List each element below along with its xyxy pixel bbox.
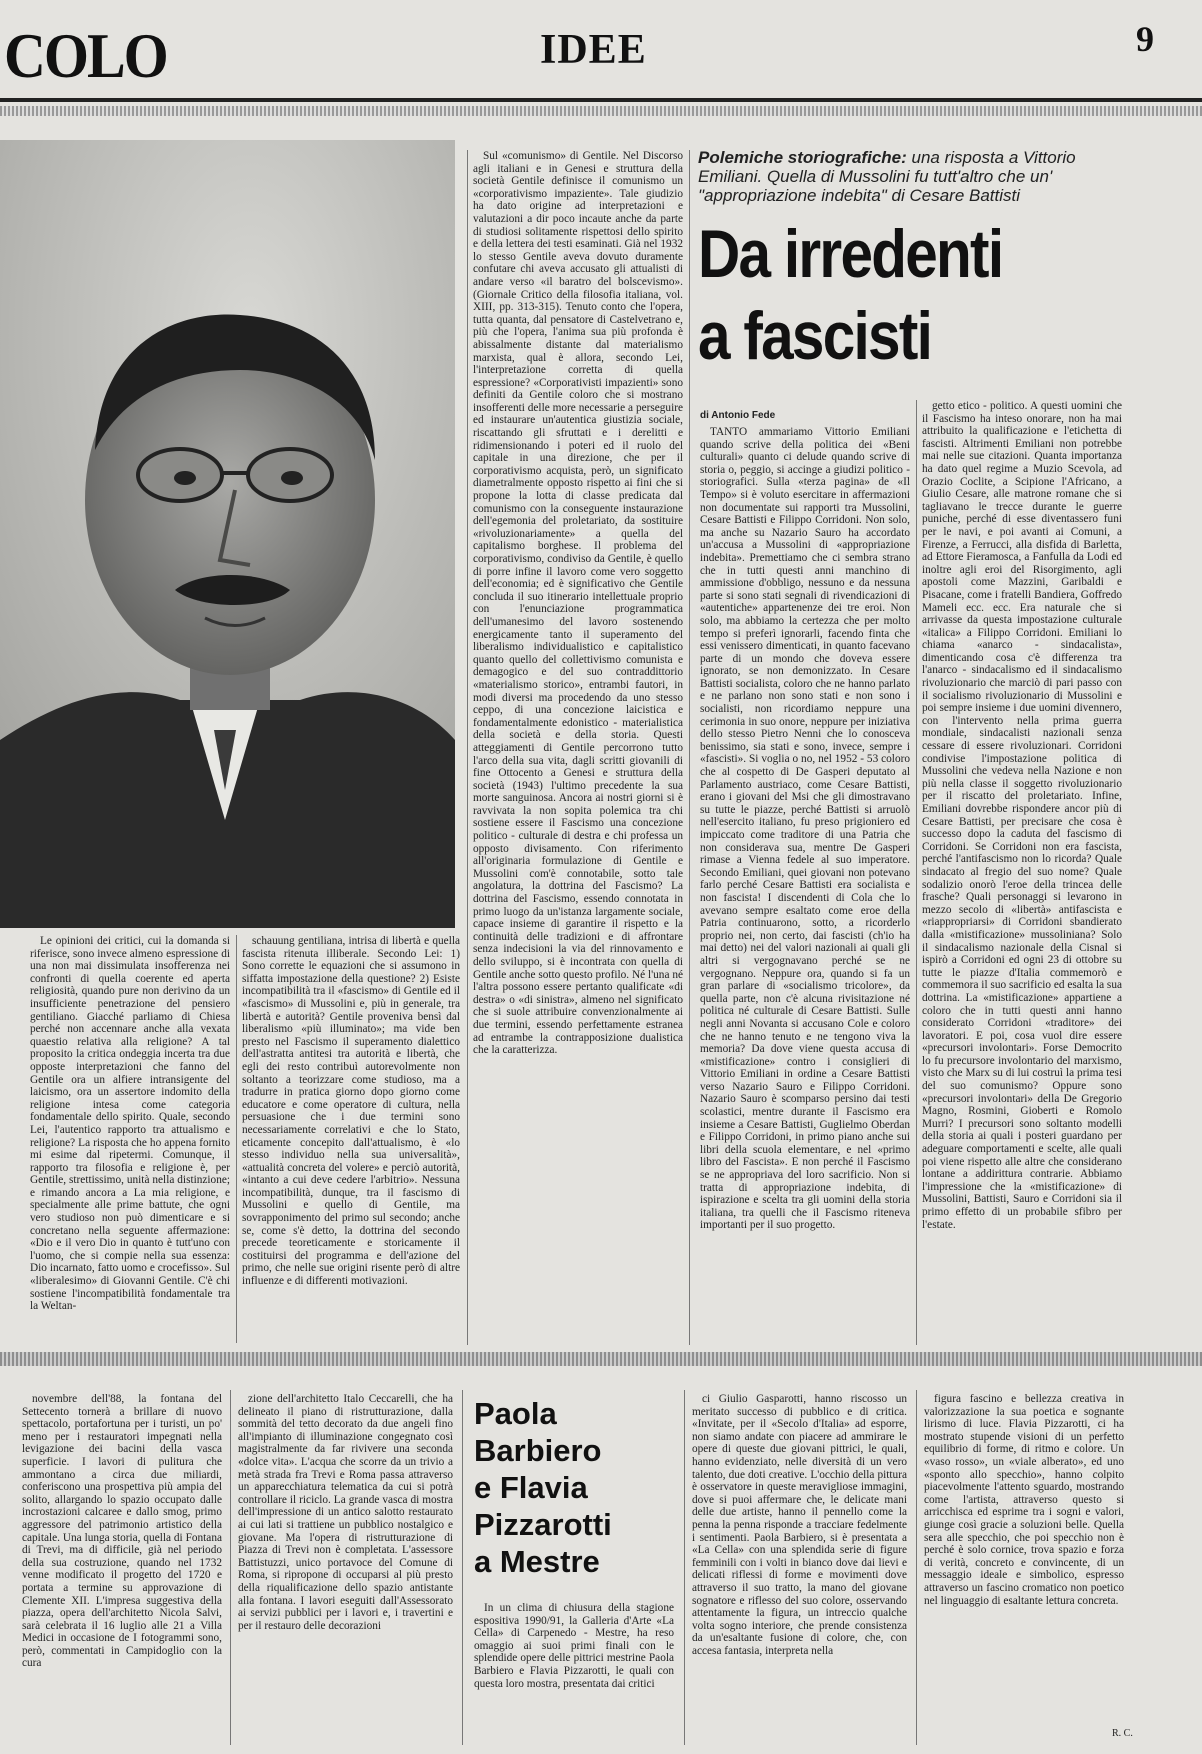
portrait-photo	[0, 140, 455, 928]
article-kicker	[698, 148, 1083, 205]
article-column	[922, 400, 1122, 1342]
masthead-rule	[0, 98, 1202, 102]
second-headline	[474, 1395, 644, 1580]
kicker-bold: Polemiche storiografiche:	[698, 148, 907, 167]
headline-line: a fascisti	[698, 298, 932, 374]
page-number: 9	[1136, 19, 1154, 59]
article-column	[692, 1393, 907, 1743]
article-text: figura fascino e bellezza creativa in valorizzazione la sua poetica e sognante lirismo di luce. Flavia Pizzarotti, ci ha mostrato stupende visioni di un perfetto equilibrio di forme, di ritmo e colore. Un «vaso rosso», un «viale alberato», ed uno «sponto allo specchio», hanno colpito piacevolmente l'attento sguardo, mostrando come l'artista, attraverso questo si arricchisca ed esprime tra i sogni e valori, giunge così gracie a soluzioni belle. Quella sera alle specchio, che poi specchio non è perché è solo cornice, trova spazio e forza di verità, concreto e convincente, di un messaggio ideale e simbolico, espresso attraverso un fascino cromatico non poetico nel linguaggio di esaltante lettura concreta.	[924, 1393, 1124, 1607]
article-column	[22, 1393, 222, 1743]
article-text: novembre dell'88, la fontana del Settecento tornerà a brillare di nuovo spettacolo, portafortuna per i turisti, un po' meno per i restauratori impegnati nella levigazione dei bacini della vasca superficie. I lavori di pulitura che ammontano a circa due miliardi, conferiscono una prospettiva più ampia del solito, allargando lo spazio occupato dalle incrostazioni calcaree e dallo smog, primo aggressore del patrimonio artistico della capitale. Una lunga storia, quella di Fontana di Trevi, ma di difficile, già nel periodo della sua costruzione, quando nel 1732 venne modificato il progetto del 1720 e portata a termine su approvazione di Clemente XII. L'impresa suggestiva della piazza, opera dell'architetto Nicola Salvi, sarà celebrata il 16 luglio alle 21 a Villa Medici in occasione de I fotogrammi sono, però, commentati in Campidoglio con la cura	[22, 1393, 222, 1670]
article-text: schauung gentiliana, intrisa di libertà e quella fascista ritenuta illiberale. Secondo Lei: 1) Sono corrette le equazioni che si assumono in siffatta impostazione della questione? 2) Esiste incompatibilità tra il «fascismo» di Gentile ed il «fascismo» di Mussolini e, più in generale, tra libertà e autorità? Gentile proveniva bensì dal liberalismo «più illuminato»; ma vide ben presto nel Fascismo il superamento dialettico dell'astratta antitesi tra autorità e libertà, che egli dei resto contribuì autorevolmente non soltanto a teorizzare come studioso, ma a tradurre in pratica giorno dopo giorno come educatore e come operatore di cultura, nella persuasione che i due termini sono necessariamente correlativi e che lo Stato, eticamente concepito dall'attualismo, è «lo stesso individuo nella sua universalità», «attualità concreta del volere» e perciò autorità, «intanto a cui deve cedere l'arbitrio». Nessuna incompatibilità, dunque, tra il fascismo di Mussolini e quello di Gentile, ma sovrapponimento del primo sul secondo; anche se, come s'è detto, la dottrina del secondo precede teoreticamente e storicamente il costituirsi del programma e dell'azione del primo, che nelle sue origini risente però di altre influenze e di differenti motivazioni.	[242, 935, 460, 1288]
article-text: TANTO ammariamo Vittorio Emiliani quando scrive della politica dei «Beni culturali» quanto ci delude quando scrive di storia o, peggio, si accinge a giudizi politico - storiografici. Sulla «terza pagina» de «Il Tempo» si è voluto esercitare in affermazioni non documentate sui rapporti tra Mussolini, Cesare Battisti e Filippo Corridoni. Non solo, ma anche su Nazario Sauro ha accordato un'accusa a Mussolini di «appropriazione indebita». Premettiamo che ci sembra strano che in tutti questi anni manchino di ammissione d'obbligo, nessuno e da nessuna parte si sono stati segnali di rivendicazioni di «autentiche» appartenenze dei tre eroi. Non solo, ma abbiamo la certezza che per molto tempo si preferì ignorarli, facendo finta che essi venissero dimenticati, in quanto facevano parte di un mondo che doveva essere ignorato, se non demonizzato. In Cesare Battisti socialista, coloro che ne hanno parlato e ne parlano non sono stati e non sono i socialisti, non ricordiamo neppure una cerimonia in suo onore, neppure per iniziativa dello stesso Pietro Nenni che lo conosceva benissimo, sia stati e sono, invece, sempre i «fascisti». Si voglia o no, nel 1952 - 53 coloro che al cospetto di De Gasperi deputato al Parlamento austriaco, come Cesare Battisti, erano i giovani del Msi che gli dimostravano su tutte le piazze, perché Battisti si arruolò nell'esercito italiano, fu preso prigioniero ed impiccato come traditore di una Patria che non considerava sua, mentre De Gasperi rimase a Vienna fedele al suo imperatore. Secondo Emiliani, quei giovani non potevano farlo perché Cesare Battisti era socialista e non fascista! I discendenti di Cola che lo avevano sempre esaltato come eroe della Patria continuarono, sotto, a ricorderlo proprio nei, non certo, dai fascisti (ch'io ha mai detto) nei del valori nazionali ai quali gli altri si vergognavano perché se ne vergognano. Neppure ora, quando si fa un gran parlare di «socialismo tricolore», da quella parte, non c'è alcuna rivisitazione né politica né culturale di Cesare Battisti. Sulle negli anni Novanta si accusano Cole e coloro che ne hanno tenuto e ne tengono viva la memoria? Da dove viene questa accusa di «mistificazione» contro i consiglieri di Vittorio Emiliani in ordine a Cesare Battisti verso Nazario Sauro e Filippo Corridoni. Nazario Sauro è scomparso persino dai testi scolastici, mentre durante il Fascismo era insieme a Cesare Battisti, Guglielmo Oberdan e Filippo Corridoni, in primo piano anche sui libri della scuola elementare, e nel «primo libro del Fascista». E non perché il Fascismo se ne appropriava del loro sacrificio. Non si tratta di appropriazione indebita, di ispirazione e scelta tra gli uomini della storia italiana, tra quelli che il Fascismo riteneva importanti per il suo progetto.	[700, 426, 910, 1232]
byline: di Antonio Fede	[700, 410, 776, 421]
article-column	[474, 1602, 674, 1744]
article-column	[238, 1393, 453, 1743]
article-column	[700, 426, 910, 1341]
headline-line: Paola	[474, 1396, 557, 1431]
column-rule	[230, 1390, 231, 1745]
article-column	[473, 150, 683, 1345]
article-text: Sul «comunismo» di Gentile. Nel Discorso agli italiani e in Genesi e struttura della società Gentile definisce il comunismo un «corporativismo impaziente». Tale giudizio ha dato origine ad interpretazioni e valutazioni a dir poco incaute anche da parte di studiosi solitamente rispettosi dello spirito e della lettera dei testi esaminati. Già nel 1932 lo stesso Gentile aveva dovuto duramente confutare chi aveva accusato gli attualisti di andare verso «il baratro del bolscevismo». (Giornale Critico della filosofia italiana, vol. XIII, pp. 313-315). Tenuto conto che l'opera, tutta quanta, dal pensatore di Castelvetrano e, più che l'opera, l'anima sua più profonda è abissalmente distante dal materialismo marxista, qual è allora, secondo Lei, l'interpretazione corretta di quella espressione? «Corporativisti impazienti» sono definiti da Gentile coloro che si mostrano insofferenti delle more necessarie a perseguire ed instaurare un'autentica giustizia sociale, riscattando gli sfruttati e i derelitti e ridimensionando i poteri ed il ruolo del capitale in una direzione, che per il corporativismo acquista, però, un significato diametralmente opposto rispetto ai fini che si propone la lotta di classe predicata dal comunismo con la conseguente instaurazione dell'egemonia del proletariato, da sostituire «rivoluzionariamente» a quella del capitalismo borghese. Il problema del corporativismo, condiviso da Gentile, è quello di porre infine il lavoro come vero soggetto dell'economia; ed è significativo che Gentile concluda il suo itinerario intellettuale proprio con l'enunciazione programmatica dell'umanesimo del lavoro sostenendo energicamente tanto il superamento del liberalismo individualistico e capitalistico quanto quello del collettivismo comunista e demagogico e del suo contraddittorio «materialismo storico», entrambi fautori, in modi diversi ma procedendo da uno stesso ceppo, di una concezione laicistica e fondamentalmente edonistico - materialistica della società e della storia. Questi atteggiamenti di Gentile percorrono tutto l'arco della sua vita, dagli scritti giovanili di fine Ottocento a Genesi e struttura della società (1943) l'ultimo precedente la sua morte sanguinosa. Ancora ai nostri giorni si è ravvivata la non sopita polemica tra chi sostiene essere il Fascismo una concezione politico - culturale di destra e chi professa un opposto divisamento. Con riferimento all'originaria formulazione di Gentile e Mussolini com'è connotabile, sotto tale angolatura, la dottrina del Fascismo? La dottrina del Fascismo, essendo connotata in primo luogo da un'istanza largamente sociale, capace insieme di garantire il rispetto e la continuità delle tradizioni e di affrontare senza indecisioni la via del rinnovamento e dello sviluppo, si è incontrata con quella di Gentile anche sotto questo profilo. Né l'una né l'altra possono essere pertanto qualificate «di destra» o «di sinistra», almeno nel significato che si suole attribuire convenzionalmente ai due termini, essendo perfettamente estranea ad entrambe la contrapposizione dualistica che la caratterizza.	[473, 150, 683, 1057]
column-rule	[689, 150, 690, 1345]
section-separator	[0, 1352, 1202, 1366]
column-rule	[916, 400, 917, 1345]
masthead-logo: COLO	[4, 19, 167, 92]
article-text: Le opinioni dei critici, cui la domanda si riferisce, sono invece almeno espressione di una non mai dissimulata insofferenza nei confronti di quella coerente ed aperta religiosità, quando pure non derivino da un insufficiente penetrazione del pensiero gentiliano. Giacché parliamo di Chiesa perché non accennare anche alla vexata quaestio relativa alla religione? A tal proposito la critica ondeggia incerta tra due opposte interpretazioni che fanno del Gentile ora un alfiere intransigente del laicismo, ora un assertore indomito della religione intesa come categoria fondamentale dello spirito. Quale, secondo Lei, l'autentico rapporto tra attualismo e religione? La risposta che ho appena fornito mi esime dal ripetermi. Comunque, il rapporto tra filosofia e religione è, per Gentile, strettissimo, unità nella distinzione; e rimando ancora a La mia religione, e specialmente alle prime battute, che ogni vero studioso non può dimenticare e si concretano nella seguente affermazione: «Dio e il vero Dio in quanto è tutt'uno con l'uomo, che si compie nella sua essenza: Dio incarnato, fatto uomo e crocefisso». Sul «liberalesimo» di Giovanni Gentile. C'è chi sostiene l'incompatibilità fondamentale tra la Weltan-	[30, 935, 230, 1313]
masthead	[0, 18, 1202, 98]
column-rule	[467, 150, 468, 1345]
article-text: getto etico - politico. A questi uomini che il Fascismo ha inteso onorare, non ha mai attribuito la qualificazione e l'etichetta di fascisti. Altrimenti Emiliani non potrebbe mai nelle sue citazioni. Quanta importanza ha dato quel regime a Muzio Scevola, ad Orazio Coclite, a Scipione l'Africano, a Giulio Cesare, alle matrone romane che si tagliavano le trecce durante le guerre puniche, perché di esse diventassero funi per le navi, e poi avanti ai Comuni, a Firenze, a Ferrucci, alla disfida di Barletta, ad Ettore Fieramosca, a Fanfulla da Lodi ed inoltre agli eroi del Risorgimento, agli apostoli come Mazzini, Garibaldi e Pisacane, come i fratelli Bandiera, Goffredo Mameli ecc. ecc. Era naturale che si arrivasse da questa impostazione culturale «italica» a Filippo Corridoni. Emiliani lo chiama «anarco - sindacalista», dimenticando cosa c'è differenza tra l'anarco - sindacalismo ed il sindacalismo rivoluzionario che marciò di pari passo con il socialismo rivoluzionario di Mussolini e poi sempre insieme i due uomini divennero, con l'intervento nella prima guerra mondiale, sindacalisti nazionali senza cessare di essere rivoluzionari. Corridoni condivise l'impostazione politica di Mussolini che vedeva nella Nazione e non più nella classe il soggetto rivoluzionario per il riscatto del proletariato. Infine, Emiliani dovrebbe rispondere ancor più di Cesare Battisti, per precisare che cosa è successo dopo la caduta del fascismo di Corridoni. Se Corridoni non era fascista, perché l'antifascismo non lo ricorda? Quale sindacato al fregio del suo nome? Quale sodalizio onorò l'eroe della trincea delle frasche? Quali personaggi si levarono in mezzo secolo di «libertà» antifascista e «riappropriarsi» di Corridoni sbandierato dalla «mistificazione» mussoliniana? Solo il sindacalismo nazionale della Cisnal si ispirò a Corridoni ed ogni 23 di ottobre su tutte le piazze d'Italia commemorò e commemora il suo sacrificio ed esalta la sua dottrina. La «mistificazione» appartiene a coloro che in tutti questi anni hanno considerato Corridoni «traditore» dei lavoratori. E poi, cosa vuol dire essere «precursori involontari». Forse Democrito lo fu precursore involontario del marxismo, visto che Marx su di lui costruì la prima tesi del suo comunismo? Oppure sono «precursori involontari» della De Gregorio Magno, Rosmini, Gioberti e Romolo Murri? I precursori sono soltanto modelli della storia ai quali i posteri guardano per adeguare comportamenti e scelte, alle quali poi viene rispetto alle altre che considerano lontane a addirittura contrarie. Abbiamo l'impressione che la «mistificazione» di Mussolini, Battisti, Sauro e Corridoni sia il primo effetto di un probabile sfibro per l'estate.	[922, 400, 1122, 1231]
headline-line: Da irredenti	[698, 216, 1003, 292]
portrait-illustration	[0, 140, 455, 928]
article-text: In un clima di chiusura della stagione espositiva 1990/91, la Galleria d'Arte «La Cella» di Carpenedo - Mestre, ha reso omaggio ai suoi primi finali con le splendide opere delle pittrici mestrine Paola Barbiero e Flavia Pizzarotti, le quali con questa loro mostra, presentata dai critici	[474, 1602, 674, 1690]
section-title: IDEE	[540, 27, 647, 73]
article-column	[242, 935, 460, 1343]
kicker-text: una risposta a Vittorio Emiliani. Quella di Mussolini fu tutt'altro che un' "appropriazione indebita" di Cesare Battisti	[698, 148, 1076, 205]
article-text: zione dell'architetto Italo Ceccarelli, che ha delineato il piano di ristrutturazione, dalla sommità del tetto decorato da due angeli fino all'impianto di illuminazione congegnato così magistralmente da far rivivere una seconda «dolce vita». L'acqua che scorre da un trivio a metà strada fra Trevi e Roma passa attraverso un apparecchiatura telematica da cui si potrà controllare il riciclo. La grande vasca di mostra dell'impressione di un antico salotto restaurato ai cui lati si trattiene un pubblico nostalgico e giovane. Ma l'opera di ristrutturazione di Piazza di Trevi non è completata. L'assessore Battistuzzi, unico portavoce del Comune di Roma, si ripropone di occuparsi al più presto della riqualificazione dello spazio antistante alla fontana. I lavori eseguiti dall'Assessorato ai servizi pubblici per i lavori e, i travertini e per il restauro delle decorazioni	[238, 1393, 453, 1632]
article-column	[30, 935, 230, 1343]
article-text: ci Giulio Gasparotti, hanno riscosso un meritato successo di pubblico e di critica. «Invitate, per il «Secolo d'Italia» ad esporre, non siamo andate con piacere ad ammirare le opere di queste due giovani pittrici, le quali, hanno evidenziato, nelle diversità di un vero talento, due doti creative. L'occhio della pittura è osservatore in queste meravigliose immagini, dove si puoi affermare che, le delicate mani delle due artiste, hanno il pennello come la penna la penna risponde a tracciare fedelmente i sentimenti. Paola Barbiero, si è presentata a «La Cella» con una splendida serie di figure femminili con i volti in bianco dove dai lievi e delicati riflessi di forme e movimenti dove attraverso il suo tratto, la mano del giovane sognatore e riflesso del suo colore, osservando attentamente la figura, un intreccio qualche volta sogno interiore, che prende consistenza da un'esaltante fusione di colore, che, con accesa fantasia, interpreta nella	[692, 1393, 907, 1657]
masthead-rule-pattern	[0, 106, 1202, 116]
article-column	[924, 1393, 1124, 1723]
column-rule	[916, 1390, 917, 1745]
article-headline	[698, 213, 1042, 377]
column-rule	[684, 1390, 685, 1745]
headline-line: Barbiero	[474, 1433, 602, 1468]
headline-line: Pizzarotti	[474, 1507, 612, 1542]
column-rule	[462, 1390, 463, 1745]
column-rule	[236, 935, 237, 1343]
headline-line: e Flavia	[474, 1470, 588, 1505]
author-signature: R. C.	[1112, 1728, 1133, 1739]
headline-line: a Mestre	[474, 1544, 600, 1579]
